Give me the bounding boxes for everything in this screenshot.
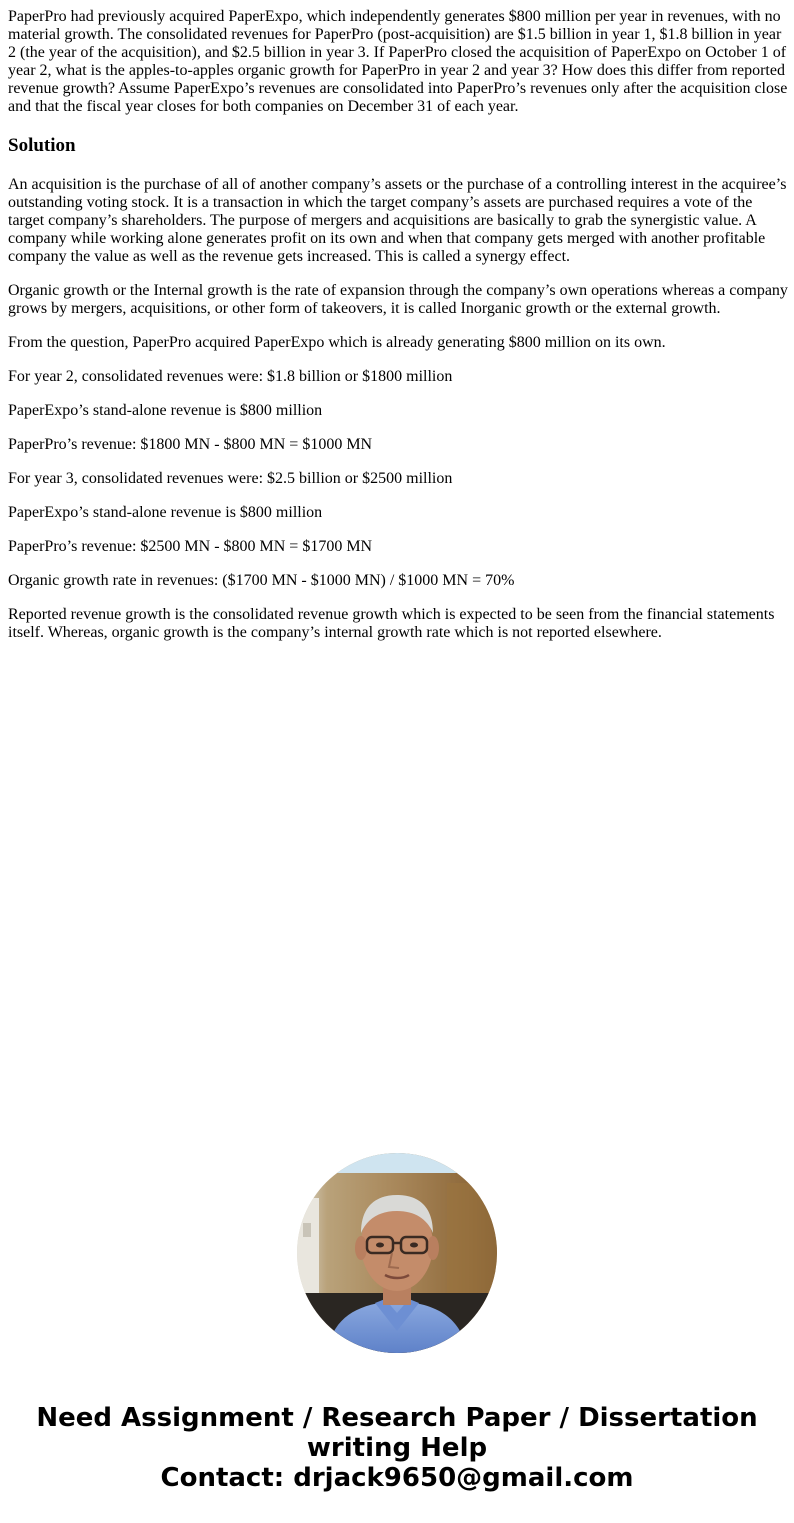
cta-headline: Need Assignment / Research Paper / Dissertation writing Help (36, 1403, 758, 1463)
contact-banner (0, 1403, 794, 1493)
paragraph-context: From the question, PaperPro acquired PaperExpo which is already generating $800 million on its own. (8, 334, 666, 351)
paragraph-organic-growth-rate: Organic growth rate in revenues: ($1700 MN - $1000 MN) / $1000 MN = 70% (8, 572, 515, 589)
paragraph-organic-growth-definition: Organic growth or the Internal growth is the rate of expansion through the company’s own operations whereas a company grows by mergers, acquisitions, or other form of takeovers, it is called Inorganic growth or the external growth. (8, 282, 788, 317)
paragraph-acquisition-definition: An acquisition is the purchase of all of another company’s assets or the purchase of a controlling interest in the acquiree’s outstanding voting stock. It is a transaction in which the target company’s assets are purchased requires a vote of the target company’s shareholders. The purpose of mergers and acquisitions are basically to grab the synergistic value. A company while working alone generates profit on its own and when that company gets merged with another profitable company the value as well as the revenue gets increased. This is called a synergy effect. (8, 176, 787, 265)
paragraph-year2-paperpro: PaperPro’s revenue: $1800 MN - $800 MN = $1000 MN (8, 436, 373, 453)
paragraph-year3-consolidated: For year 3, consolidated revenues were: $2.5 billion or $2500 million (8, 470, 453, 487)
paragraph-year3-paperexpo: PaperExpo’s stand-alone revenue is $800 million (8, 504, 323, 521)
paragraph-reported-vs-organic: Reported revenue growth is the consolidated revenue growth which is expected to be seen from the financial statements itself. Whereas, organic growth is the company’s internal growth rate which is not reported elsewhere. (8, 606, 775, 641)
tutor-portrait-icon (297, 1153, 497, 1353)
tutor-avatar (297, 1153, 497, 1353)
cta-contact-email: Contact: drjack9650@gmail.com (160, 1463, 634, 1493)
solution-heading: Solution (8, 135, 76, 156)
paragraph-year2-paperexpo: PaperExpo’s stand-alone revenue is $800 million (8, 402, 323, 419)
paragraph-year3-paperpro: PaperPro’s revenue: $2500 MN - $800 MN = $1700 MN (8, 538, 373, 555)
question-text: PaperPro had previously acquired PaperExpo, which independently generates $800 million per year in revenues, with no material growth. The consolidated revenues for PaperPro (post-acquisition) are $1.5 billion in year 1, $1.8 billion in year 2 (the year of the acquisition), and $2.5 billion in year 3. If PaperPro closed the acquisition of PaperExpo on October 1 of year 2, what is the apples-to-apples organic growth for PaperPro in year 2 and year 3? How does this differ from reported revenue growth? Assume PaperExpo’s revenues are consolidated into PaperPro’s revenues only after the acquisition close and that the fiscal year closes for both companies on December 31 of each year. (8, 8, 788, 115)
paragraph-year2-consolidated: For year 2, consolidated revenues were: $1.8 billion or $1800 million (8, 368, 453, 385)
solution-document (8, 8, 788, 658)
